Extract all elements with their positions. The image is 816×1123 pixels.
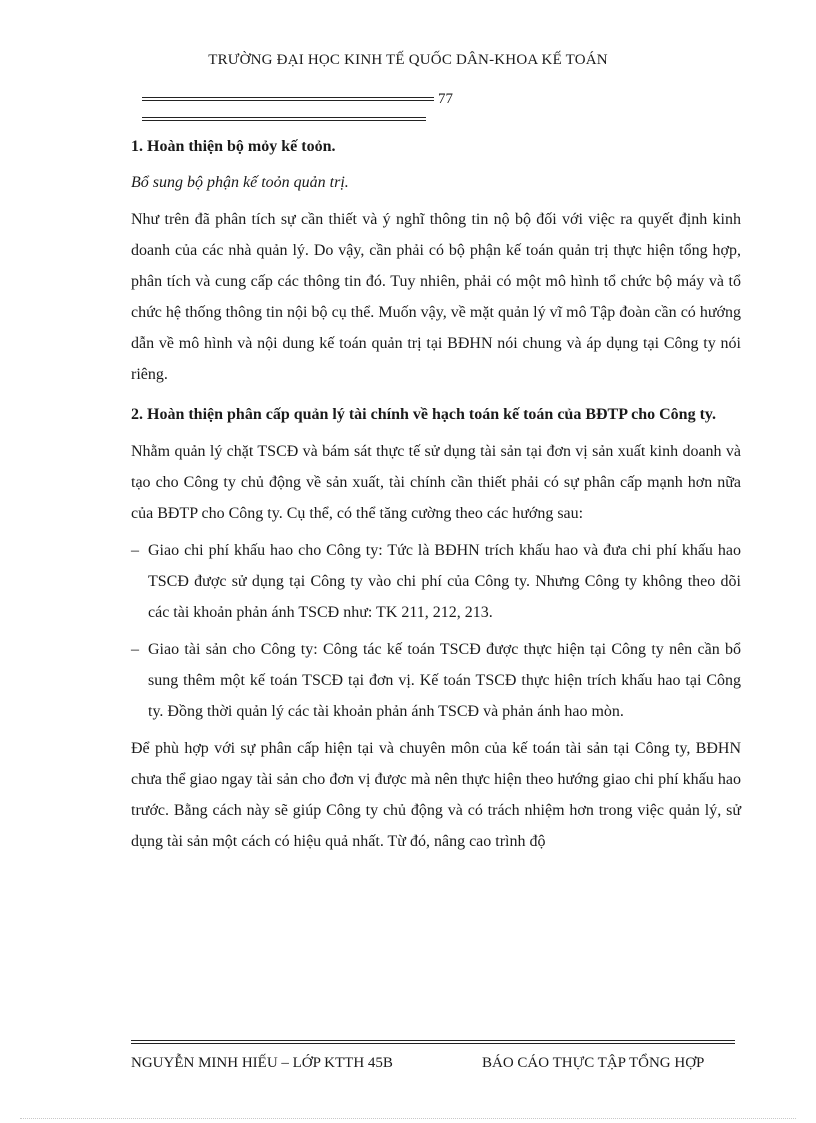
- footer-author: NGUYỄN MINH HIẾU – LỚP KTTH 45B: [131, 1055, 393, 1071]
- header-subrule: [142, 117, 426, 125]
- bullet-dash: –: [131, 641, 139, 658]
- body-content: [131, 131, 741, 857]
- section-1-subheading: Bổ sung bộ phận kế toỏn quản trị.: [131, 174, 349, 191]
- section-1-heading: 1. Hoàn thiện bộ mỏy kế toỏn.: [131, 138, 336, 155]
- header-title: TRƯỜNG ĐẠI HỌC KINH TẾ QUỐC DÂN-KHOA KẾ TOÁN: [208, 52, 608, 68]
- bullet-item: [131, 535, 741, 628]
- bullet-text: Giao tài sản cho Công ty: Công tác kế toán TSCĐ được thực hiện tại Công ty nên cần bổ sung thêm một kế toán TSCĐ tại đơn vị. Kế toán TSCĐ thực hiện trích khấu hao tại Công ty. Đồng thời quản lý các tài khoản phản ánh TSCĐ và phản ánh hao mòn.: [148, 641, 741, 720]
- header-rule: [142, 94, 434, 106]
- footer-rule-line: [131, 1043, 735, 1044]
- header-subrule-line: [142, 117, 426, 118]
- bullet-item: [131, 634, 741, 727]
- section-1-paragraph: Như trên đã phân tích sự cần thiết và ý nghĩ thông tin nộ bộ đối với việc ra quyết định kinh doanh của các nhà quản lý. Do vậy, cần phải có bộ phận kế toán quản trị thực hiện tổng hợp, phân tích và cung cấp các thông tin đó. Tuy nhiên, phải có một mô hình tổ chức bộ máy và tổ chức hệ thống thông tin nội bộ cụ thể. Muốn vậy, về mặt quản lý vĩ mô Tập đoàn cần có hướng dẫn về mô hình và nội dung kế toán quản trị tại BĐHN nói chung và áp dụng tại Công ty nói riêng.: [131, 211, 741, 383]
- header-rule-line: [142, 97, 434, 98]
- header-subrule-line: [142, 120, 426, 121]
- closing-paragraph: Để phù hợp với sự phân cấp hiện tại và chuyên môn của kế toán tài sản tại Công ty, BĐHN chưa thể giao ngay tài sản cho đơn vị được mà nên thực hiện theo hướng giao chi phí khấu hao trước. Bằng cách này sẽ giúp Công ty chủ động và có trách nhiệm hơn trong việc quản lý, sử dụng tài sản một cách có hiệu quả nhất. Từ đó, nâng cao trình độ: [131, 740, 741, 850]
- bullet-text: Giao chi phí khấu hao cho Công ty: Tức là BĐHN trích khấu hao và đưa chi phí khấu hao TSCĐ được sử dụng tại Công ty vào chi phí của Công ty. Nhưng Công ty không theo dõi các tài khoản phản ánh TSCĐ như: TK 211, 212, 213.: [148, 542, 741, 621]
- header-rule-line: [142, 100, 434, 101]
- section-2-paragraph: Nhằm quản lý chặt TSCĐ và bám sát thực tế sử dụng tài sản tại đơn vị sản xuất kinh doanh và tạo cho Công ty chủ động về sản xuất, tài chính cần thiết phải có sự phân cấp mạnh hơn nữa của BĐTP cho Công ty. Cụ thể, có thể tăng cường theo các hướng sau:: [131, 443, 741, 522]
- page-bottom-border: [20, 1118, 796, 1119]
- section-2-heading: 2. Hoàn thiện phân cấp quản lý tài chính về hạch toán kế toán của BĐTP cho Công ty.: [131, 406, 717, 423]
- bullet-dash: –: [131, 542, 139, 559]
- footer-rule: [131, 1040, 735, 1046]
- footer-rule-line: [131, 1040, 735, 1041]
- footer-report-title: BÁO CÁO THỰC TẬP TỔNG HỢP: [482, 1055, 705, 1071]
- page-number: 77: [438, 91, 453, 107]
